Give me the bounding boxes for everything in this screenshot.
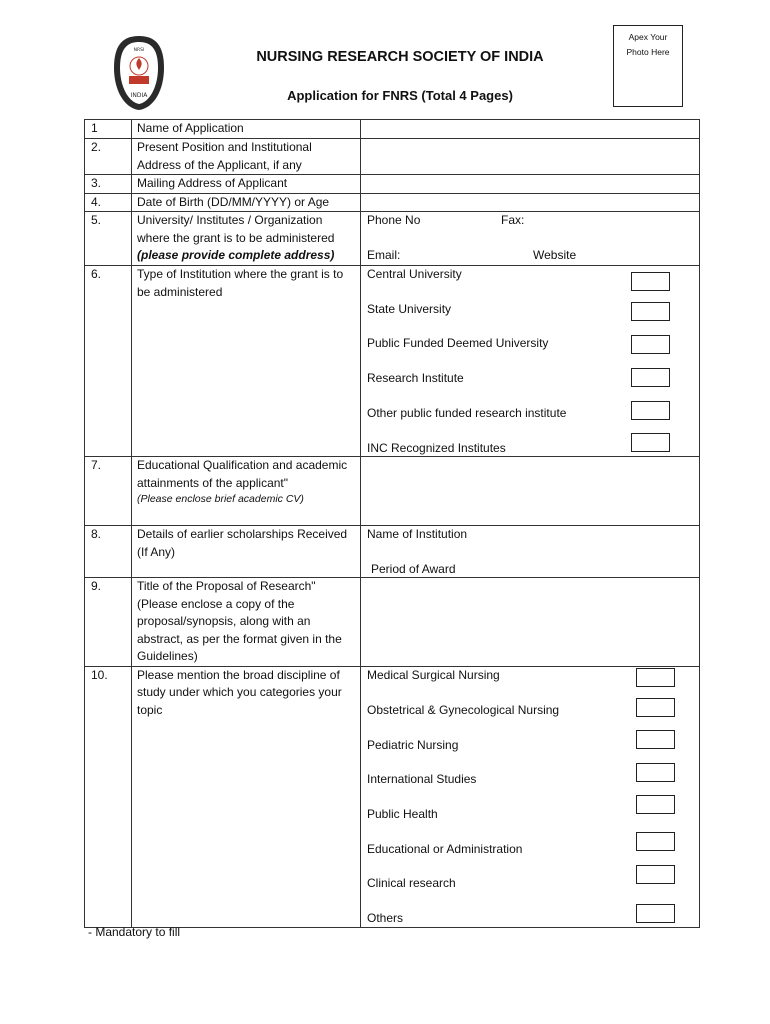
row-number: 1 (85, 120, 132, 139)
checkbox-medical-surgical[interactable] (636, 668, 675, 687)
table-row (85, 139, 700, 175)
row-label-text: Educational Qualification and academic attainments of the applicant" (137, 458, 348, 490)
row-number: 10. (85, 666, 132, 927)
option-label: Other public funded research institute (367, 406, 567, 420)
phone-label: Phone No (367, 213, 421, 227)
option-label: Pediatric Nursing (367, 737, 459, 752)
table-row (85, 578, 700, 667)
option-label: Medical Surgical Nursing (367, 667, 500, 682)
table-row (85, 666, 700, 927)
row-label: Title of the Proposal of Research" (Please enclose a copy of the proposal/synopsis, along with an abstract, as per the format given in the Guidelines) (132, 578, 361, 667)
svg-text:NRSI: NRSI (133, 48, 145, 53)
checkbox-central-university[interactable] (631, 272, 670, 291)
table-row (85, 526, 700, 578)
option-label: Educational or Administration (367, 841, 523, 856)
checkbox-international[interactable] (636, 763, 675, 782)
discipline-options (361, 666, 700, 927)
photo-label-2: Photo Here (626, 47, 670, 57)
photo-label-1: Apex Your (628, 32, 668, 42)
organization-field[interactable] (361, 212, 700, 266)
logo-india-text: INDIA (130, 92, 148, 99)
row-note: (Please enclose brief academic CV) (137, 493, 304, 505)
document-title: NURSING RESEARCH SOCIETY OF INDIA (256, 49, 544, 65)
row-label: Name of Application (132, 120, 361, 139)
option-label: International Studies (367, 771, 477, 786)
option-label: Public Health (367, 806, 438, 821)
society-logo (112, 34, 166, 112)
row-number: 6. (85, 266, 132, 457)
institution-type-options (361, 266, 700, 457)
row-note: (please provide complete address) (137, 248, 335, 262)
checkbox-pediatric[interactable] (636, 730, 675, 749)
option-label: INC Recognized Institutes (367, 441, 506, 455)
dob-field[interactable] (361, 193, 700, 212)
option-label: Obstetrical & Gynecological Nursing (367, 702, 560, 717)
row-number: 7. (85, 457, 132, 526)
checkbox-obstetrical[interactable] (636, 698, 675, 717)
row-label (132, 212, 361, 266)
website-label: Website (533, 248, 577, 262)
row-label: Please mention the broad discipline of study under which you categories your topic (132, 666, 361, 927)
mailing-address-field[interactable] (361, 175, 700, 194)
option-label: Research Institute (367, 371, 464, 385)
checkbox-state-university[interactable] (631, 302, 670, 321)
option-label: Public Funded Deemed University (367, 336, 549, 350)
option-label: Clinical research (367, 875, 456, 890)
option-label: State University (367, 302, 452, 316)
row-label: Type of Institution where the grant is to be administered (132, 266, 361, 457)
row-label (132, 457, 361, 526)
row-number: 3. (85, 175, 132, 194)
checkbox-clinical[interactable] (636, 865, 675, 884)
checkbox-deemed-university[interactable] (631, 335, 670, 354)
photo-box[interactable] (613, 25, 683, 107)
checkbox-other-institute[interactable] (631, 401, 670, 420)
option-label: Central University (367, 267, 462, 281)
checkbox-public-health[interactable] (636, 795, 675, 814)
row-number: 2. (85, 139, 132, 175)
row-label: Details of earlier scholarships Received (If Any) (132, 526, 361, 578)
row-number: 4. (85, 193, 132, 212)
option-label: Others (367, 910, 404, 925)
table-row (85, 266, 700, 457)
checkbox-educational[interactable] (636, 832, 675, 851)
table-row (85, 212, 700, 266)
table-row (85, 175, 700, 194)
scholarship-field[interactable] (361, 526, 700, 578)
checkbox-research-institute[interactable] (631, 368, 670, 387)
email-label: Email: (367, 248, 401, 262)
fax-label: Fax: (501, 213, 525, 227)
qualification-field[interactable] (361, 457, 700, 526)
period-label: Period of Award (371, 562, 456, 576)
application-form-table (84, 119, 700, 928)
table-row (85, 120, 700, 139)
table-row (85, 457, 700, 526)
row-label-text: University/ Institutes / Organization where the grant is to be administered (137, 213, 335, 245)
applicant-name-field[interactable] (361, 120, 700, 139)
row-label: Present Position and Institutional Address of the Applicant, if any (132, 139, 361, 175)
position-address-field[interactable] (361, 139, 700, 175)
institution-label: Name of Institution (367, 527, 468, 541)
checkbox-others[interactable] (636, 904, 675, 923)
checkbox-inc-institutes[interactable] (631, 433, 670, 452)
row-number: 8. (85, 526, 132, 578)
row-label: Date of Birth (DD/MM/YYYY) or Age (132, 193, 361, 212)
row-number: 5. (85, 212, 132, 266)
row-label: Mailing Address of Applicant (132, 175, 361, 194)
document-subtitle: Application for FNRS (Total 4 Pages) (287, 88, 513, 103)
table-row (85, 193, 700, 212)
proposal-title-field[interactable] (361, 578, 700, 667)
row-number: 9. (85, 578, 132, 667)
mandatory-footnote: - Mandatory to fill (88, 925, 181, 939)
